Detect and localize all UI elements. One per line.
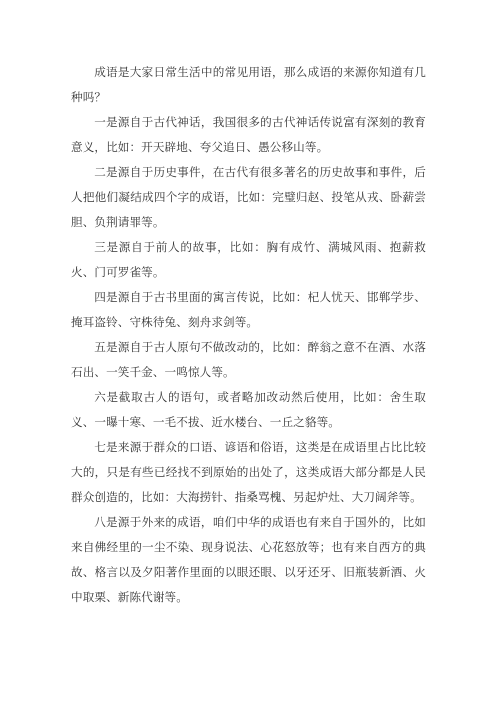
paragraph-4: 四是源自于古书里面的寓言传说，比如：杞人忧天、邯郸学步、掩耳盗铃、守株待兔、刻舟求剑等。 [71,290,426,329]
paragraph-1: 一是源自于古代神话，我国很多的古代神话传说富有深刻的教育意义，比如：开天辟地、夸父追日、愚公移山等。 [71,115,426,154]
paragraph-2: 二是源自于历史事件，在古代有很多著名的历史故事和事件，后人把他们凝结成四个字的成语，比如：完璧归赵、投笔从戎、卧薪尝胆、负荆请罪等。 [71,165,426,229]
paragraph-8: 八是源于外来的成语，咱们中华的成语也有来自于国外的，比如来自佛经里的一尘不染、现身说法、心花怒放等；也有来自西方的典故、格言以及夕阳著作里面的以眼还眼、以牙还牙、旧瓶装新酒、火中取栗、新陈代谢等。 [71,515,426,604]
paragraph-3: 三是源自于前人的故事，比如：胸有成竹、满城风雨、抱薪救火、门可罗雀等。 [71,240,426,279]
paragraph-6: 六是截取古人的语句，或者略加改动然后使用，比如：舍生取义、一曝十寒、一毛不拔、近水楼台、一丘之貉等。 [71,390,426,429]
paragraph-5: 五是源自于古人原句不做改动的，比如：醉翁之意不在酒、水落石出、一笑千金、一鸣惊人等。 [71,340,426,379]
document-body [71,60,426,610]
paragraph-7: 七是来源于群众的口语、谚语和俗语，这类是在成语里占比比较大的，只是有些已经找不到原始的出处了，这类成语大部分都是人民群众创造的，比如：大海捞针、指桑骂槐、另起炉灶、大刀阔斧等。 [71,440,426,504]
intro-paragraph: 成语是大家日常生活中的常见用语，那么成语的来源你知道有几种吗？ [71,65,426,104]
